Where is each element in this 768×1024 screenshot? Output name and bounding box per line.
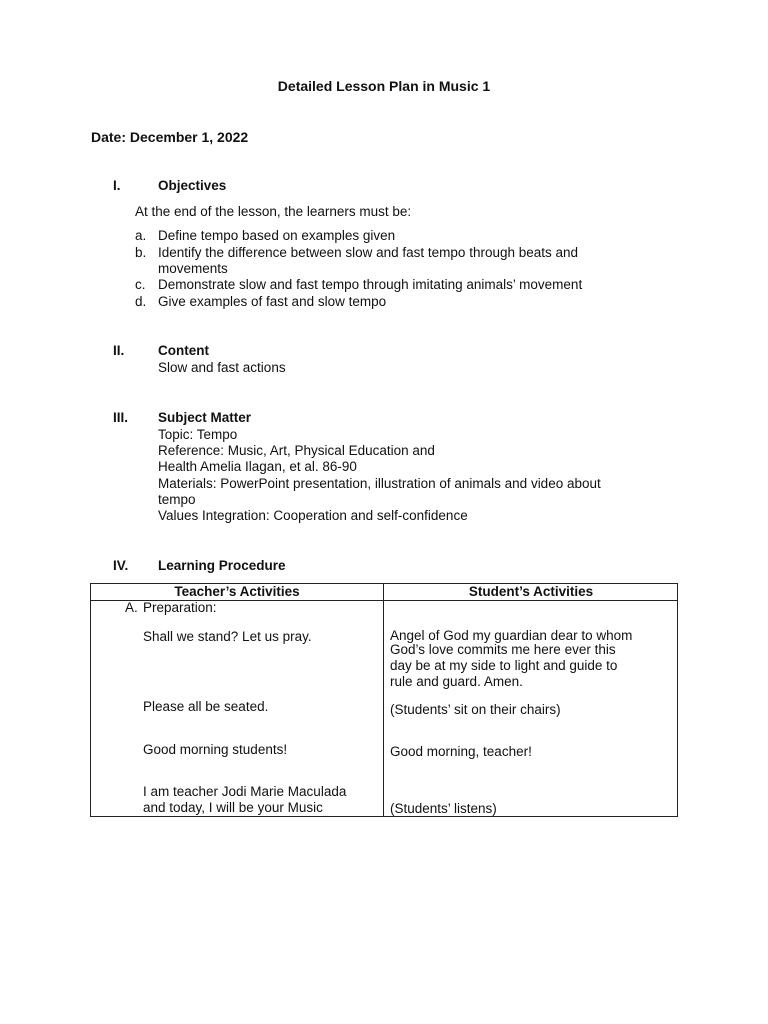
objective-text: Give examples of fast and slow tempo [158, 294, 387, 309]
subject-matter-line: Health Amelia Ilagan, et al. 86-90 [158, 459, 357, 474]
student-activity: (Students’ listens) [390, 801, 497, 816]
objectives-intro: At the end of the lesson, the learners must be: [135, 204, 412, 219]
objective-text: Define tempo based on examples given [158, 228, 396, 243]
table-column-divider [383, 584, 384, 816]
objective-letter: d. [135, 294, 147, 309]
section-number-objectives: I. [113, 178, 121, 193]
teacher-activities-header: Teacher’s Activities [174, 584, 300, 599]
lesson-date: Date: December 1, 2022 [91, 129, 249, 145]
preparation-label: Preparation: [143, 600, 217, 615]
student-activity: (Students’ sit on their chairs) [390, 702, 561, 717]
teacher-activity: Good morning students! [143, 742, 288, 757]
section-heading-subject-matter: Subject Matter [158, 410, 252, 425]
teacher-activity-continued: and today, I will be your Music [143, 800, 323, 815]
student-activities-header: Student’s Activities [468, 584, 594, 599]
section-heading-objectives: Objectives [158, 178, 227, 193]
subject-matter-line: Values Integration: Cooperation and self-confidence [158, 508, 468, 523]
teacher-activity: Shall we stand? Let us pray. [143, 629, 312, 644]
subject-matter-line: Materials: PowerPoint presentation, illustration of animals and video about [158, 476, 601, 491]
section-heading-procedure: Learning Procedure [158, 558, 286, 573]
teacher-activity: Please all be seated. [143, 699, 269, 714]
section-number-content: II. [113, 343, 125, 358]
student-activity: Good morning, teacher! [390, 744, 532, 759]
objective-text: Identify the difference between slow and fast tempo through beats and [158, 245, 579, 260]
objective-letter: b. [135, 245, 147, 260]
activities-table [90, 583, 678, 817]
preparation-letter: A. [125, 600, 138, 615]
document-title: Detailed Lesson Plan in Music 1 [277, 78, 491, 94]
student-activity-continued: rule and guard. Amen. [390, 674, 523, 689]
subject-matter-line: tempo [158, 492, 196, 507]
subject-matter-line: Reference: Music, Art, Physical Education and [158, 443, 435, 458]
student-activity: Angel of God my guardian dear to whom [390, 628, 633, 643]
student-activity-continued: day be at my side to light and guide to [390, 658, 618, 673]
section-heading-content: Content [158, 343, 209, 358]
section-number-procedure: IV. [113, 558, 129, 573]
student-activity-continued: God’s love commits me here ever this [390, 642, 616, 657]
content-text: Slow and fast actions [158, 360, 286, 375]
section-number-subject-matter: III. [113, 410, 129, 425]
objective-letter: a. [135, 228, 147, 243]
objective-letter: c. [135, 277, 146, 292]
objective-text-continued: movements [158, 261, 228, 276]
subject-matter-line: Topic: Tempo [158, 427, 238, 442]
objective-text: Demonstrate slow and fast tempo through imitating animals’ movement [158, 277, 583, 292]
teacher-activity: I am teacher Jodi Marie Maculada [143, 784, 347, 799]
